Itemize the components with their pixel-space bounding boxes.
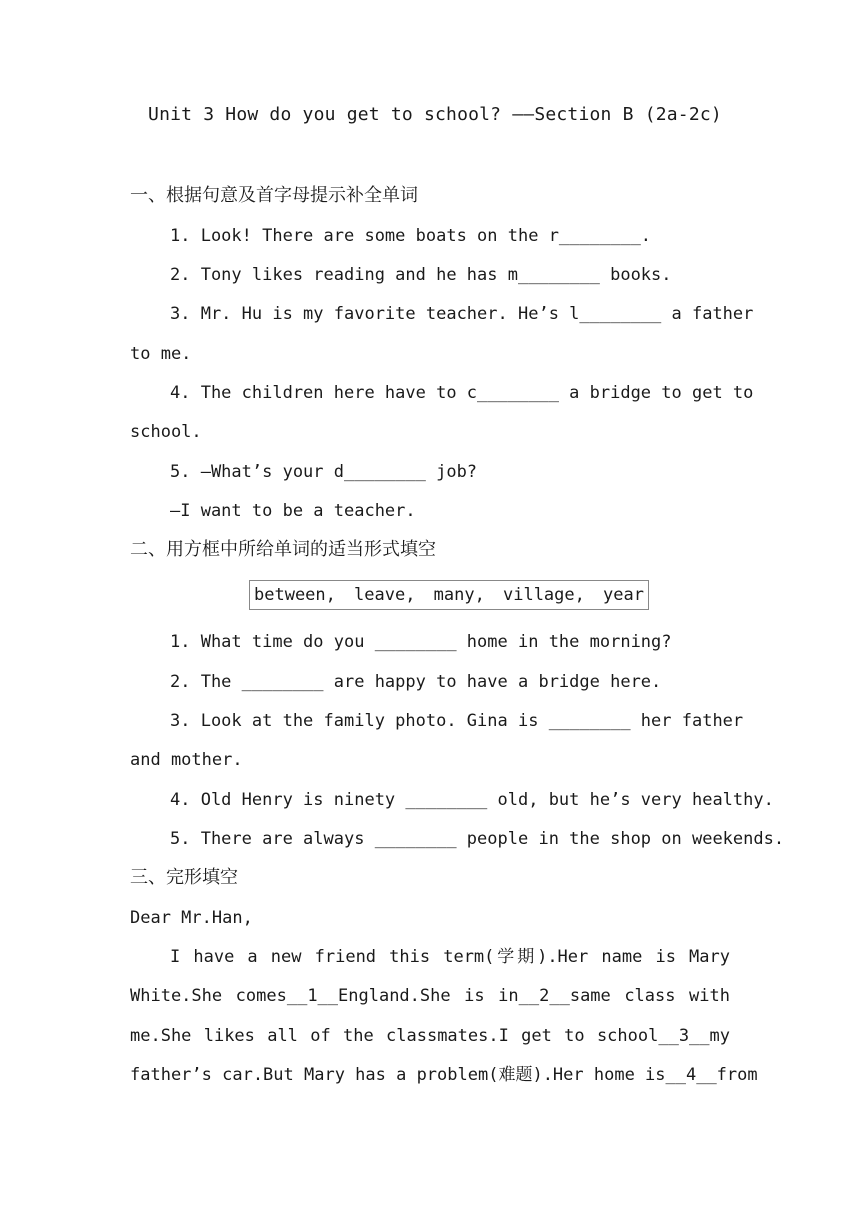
section2-line: 3. Look at the family photo. Gina is ________ her father [170,711,744,731]
section1-line: 1. Look! There are some boats on the r________. [170,226,652,246]
section2-line: 5. There are always ________ people in the shop on weekends. [170,829,785,849]
section1-line: school. [130,422,202,442]
section1-line: 5. —What’s your d________ job? [170,462,478,482]
section2-line: 4. Old Henry is ninety ________ old, but he’s very healthy. [170,790,774,810]
passage-line: father’s car.But Mary has a problem(难题).Her home is__4__from [130,1065,758,1085]
section2-line: 1. What time do you ________ home in the morning? [170,632,672,652]
word-box: between, leave, many, village, year [249,580,649,610]
page-title: Unit 3 How do you get to school? ——Section B (2a-2c) [148,104,722,125]
letter-salutation: Dear Mr.Han, [130,908,253,928]
section1-line: 4. The children here have to c________ a bridge to get to [170,383,754,403]
section2-line: 2. The ________ are happy to have a bridge here. [170,672,662,692]
passage-line: White.She comes__1__England.She is in__2__same class with [130,986,730,1006]
section1-line: to me. [130,344,192,364]
section1-line: —I want to be a teacher. [170,501,416,521]
section2-heading: 二、用方框中所给单词的适当形式填空 [130,539,436,560]
passage-line: me.She likes all of the classmates.I get to school__3__my [130,1026,730,1046]
section1-line: 2. Tony likes reading and he has m________ books. [170,265,672,285]
section2-line: and mother. [130,750,243,770]
section1-heading: 一、根据句意及首字母提示补全单词 [130,185,418,206]
section1-line: 3. Mr. Hu is my favorite teacher. He’s l________ a father [170,304,754,324]
section3-heading: 三、完形填空 [130,867,238,888]
passage-line: I have a new friend this term(学期).Her name is Mary [170,947,730,967]
